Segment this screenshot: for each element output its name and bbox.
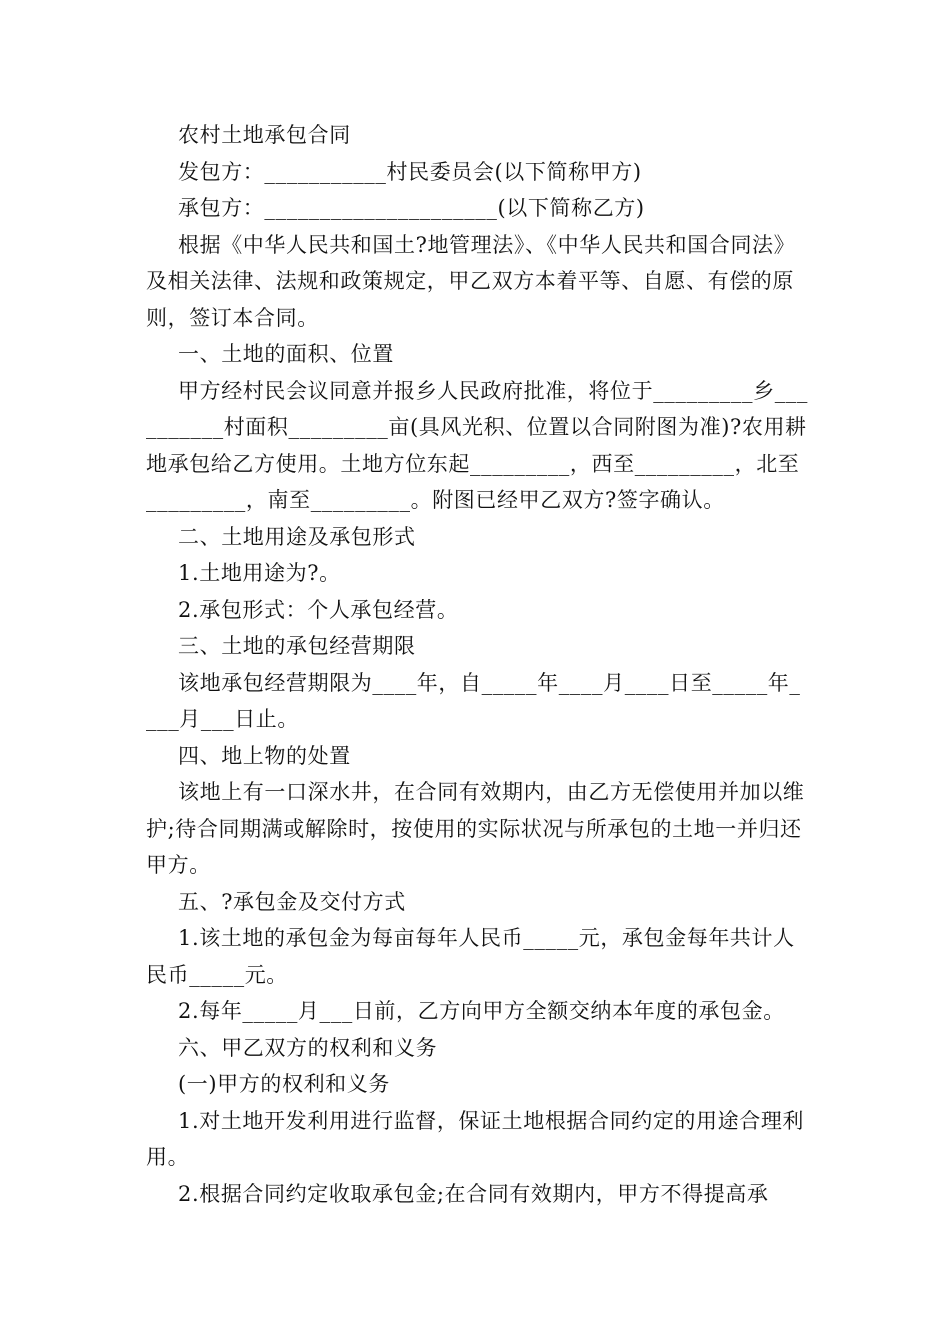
section-heading-6: 六、甲乙双方的权利和义务 <box>178 1035 438 1060</box>
section-1-paragraph: 甲方经村民会议同意并报乡人民政府批准，将位于_________乡__________村面积_________亩(具风光积、位置以合同附图为准)?农用耕地承包给乙方使用。土地方位东起_________，西至_________，北至_________，南至_________。附图已经甲乙双方?签字确认。 <box>146 378 808 512</box>
party-b-line: 承包方：_____________________(以下简称乙方) <box>178 196 645 220</box>
section-5-item-2: 2.每年_____月___日前，乙方向甲方全额交纳本年度的承包金。 <box>178 999 785 1023</box>
section-heading-5: 五、?承包金及交付方式 <box>178 889 406 914</box>
section-heading-4: 四、地上物的处置 <box>178 743 351 768</box>
section-heading-3: 三、土地的承包经营期限 <box>178 634 416 658</box>
section-heading-1: 一、土地的面积、位置 <box>178 342 394 366</box>
subsection-heading-party-a: (一)甲方的权利和义务 <box>178 1072 390 1096</box>
section-2-item-2: 2.承包形式：个人承包经营。 <box>178 597 459 622</box>
section-5-item-1: 1.该土地的承包金为每亩每年人民币_____元，承包金每年共计人民币_____元。 <box>146 926 795 987</box>
section-2-item-1: 1.土地用途为?。 <box>178 561 341 585</box>
party-a-item-1: 1.对土地开发利用进行监督，保证土地根据合同约定的用途合理利用。 <box>146 1108 805 1169</box>
section-4-paragraph: 该地上有一口深水井，在合同有效期内，由乙方无偿使用并加以维护;待合同期满或解除时，按使用的实际状况与所承包的土地一并归还甲方。 <box>146 780 805 877</box>
preamble-paragraph: 根据《中华人民共和国土?地管理法》、《中华人民共和国合同法》及相关法律、法规和政策规定，甲乙双方本着平等、自愿、有偿的原则，签订本合同。 <box>146 232 796 330</box>
section-heading-2: 二、土地用途及承包形式 <box>178 524 416 549</box>
section-3-paragraph: 该地承包经营期限为____年，自_____年____月____日至_____年____月___日止。 <box>146 670 801 731</box>
party-a-line: 发包方：___________村民委员会(以下简称甲方) <box>178 159 642 184</box>
contract-title: 农村土地承包合同 <box>178 123 351 147</box>
party-a-item-2: 2.根据合同约定收取承包金;在合同有效期内，甲方不得提高承 <box>178 1181 769 1206</box>
document-body <box>146 117 810 1212</box>
